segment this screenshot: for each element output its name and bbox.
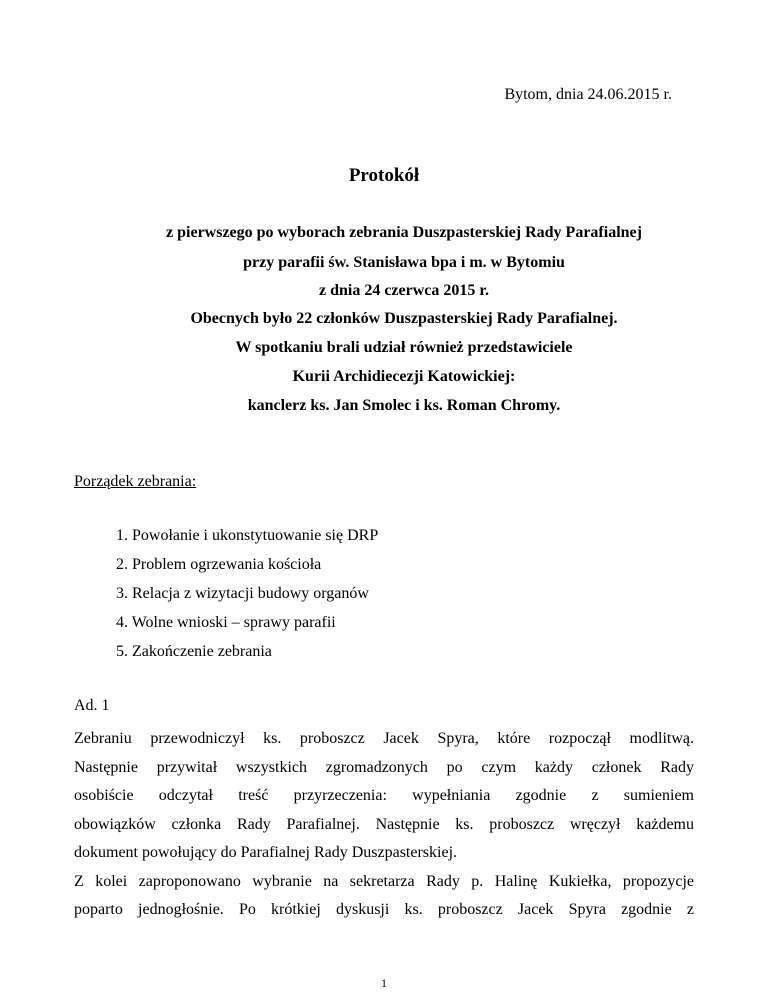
- agenda-item: 5. Zakończenie zebrania: [116, 643, 272, 660]
- document-title: Protokół: [348, 165, 420, 186]
- paragraph-line: obowiązków członka Rady Parafialnej. Następnie ks. proboszcz wręczył każdemu: [74, 815, 694, 833]
- agenda-item: 3. Relacja z wizytacji budowy organów: [116, 585, 369, 602]
- paragraph-line: Zebraniu przewodniczył ks. proboszcz Jacek Spyra, które rozpoczął modlitwą.: [74, 730, 694, 747]
- paragraph-line: Z kolei zaproponowano wybranie na sekretarza Rady p. Halinę Kukiełka, propozycje: [74, 872, 694, 890]
- subtitle-line: W spotkaniu brali udział również przedstawiciele: [235, 339, 573, 356]
- agenda-item: 2. Problem ogrzewania kościoła: [116, 556, 322, 573]
- paragraph-line: Następnie przywitał wszystkich zgromadzonych po czym każdy członek Rady: [74, 758, 694, 776]
- page-number: 1: [381, 976, 387, 990]
- subtitle-line: przy parafii św. Stanisława bpa i m. w Bytomiu: [243, 254, 565, 271]
- paragraph-line: dokument powołujący do Parafialnej Rady Duszpasterskiej.: [74, 844, 458, 861]
- agenda-list: [116, 525, 378, 670]
- section-body: [74, 728, 694, 928]
- agenda-heading: Porządek zebrania:: [74, 473, 197, 490]
- paragraph-line: osobiście odczytał treść przyrzeczenia: wypełniania zgodnie z sumieniem: [74, 787, 694, 804]
- subtitle-line: Obecnych było 22 członków Duszpasterskiej Rady Parafialnej.: [190, 310, 618, 327]
- agenda-item: 1. Powołanie i ukonstytuowanie się DRP: [116, 527, 379, 544]
- subtitle-line: z pierwszego po wyborach zebrania Duszpasterskiej Rady Parafialnej: [166, 224, 642, 241]
- section-heading: Ad. 1: [74, 697, 110, 714]
- subtitle-line: z dnia 24 czerwca 2015 r.: [318, 282, 490, 299]
- paragraph-line: poparto jednogłośnie. Po krótkiej dyskusji ks. proboszcz Jacek Spyra zgodnie z: [74, 901, 694, 918]
- dateline: Bytom, dnia 24.06.2015 r.: [504, 86, 672, 103]
- subtitle-line: kanclerz ks. Jan Smolec i ks. Roman Chromy.: [247, 397, 561, 414]
- subtitle-line: Kurii Archidiecezji Katowickiej:: [292, 368, 516, 385]
- agenda-item: 4. Wolne wnioski – sprawy parafii: [116, 614, 336, 631]
